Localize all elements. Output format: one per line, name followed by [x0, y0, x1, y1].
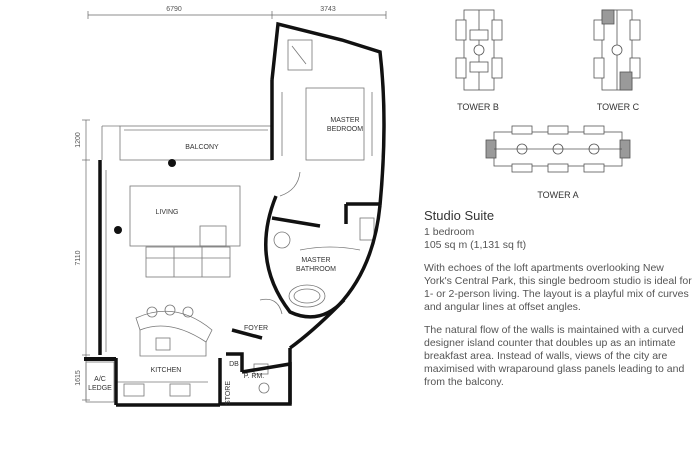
dimension-lines — [82, 11, 386, 400]
tower-a-label: TOWER A — [537, 190, 579, 200]
room-living: LIVING — [155, 209, 179, 216]
room-ac-ledge-2: LEDGE — [88, 385, 112, 392]
interior-lines — [102, 40, 374, 396]
room-ac-ledge-1: A/C — [94, 376, 106, 383]
room-foyer: FOYER — [243, 325, 269, 332]
room-master-bathroom-1: MASTER — [301, 257, 331, 264]
walls — [100, 24, 384, 405]
unit-description — [424, 208, 694, 389]
room-balcony: BALCONY — [185, 144, 219, 151]
room-master-bathroom-2: BATHROOM — [296, 266, 336, 273]
tower-c-label: TOWER C — [596, 102, 640, 112]
room-kitchen: KITCHEN — [150, 367, 182, 374]
dim-top-right: 3743 — [320, 6, 336, 13]
tower-b-label: TOWER B — [457, 102, 499, 112]
unit-size: 105 sq m (1,131 sq ft) — [424, 239, 527, 251]
room-master-bedroom-1: MASTER — [330, 117, 360, 124]
room-store: STORE — [225, 381, 232, 405]
unit-paragraph-2: The natural flow of the walls is maintained with a curved designer island counter that doubles up as an intimate breakfast area. Instead of walls, views of the city are maximised with wraparound glass panels leading to and from the balcony. — [424, 324, 685, 388]
tower-a-plan — [486, 126, 630, 172]
unit-paragraph-1: With echoes of the loft apartments overlooking New York's Central Park, this single bedroom studio is ideal for 1- or 2-person living. The layout is a playful mix of curves and angular lines at offset angles. — [424, 262, 692, 313]
dim-side-main: 7110 — [75, 250, 82, 266]
dim-side-balcony: 1200 — [75, 132, 82, 148]
unit-title: Studio Suite — [424, 208, 495, 223]
tower-c-plan — [594, 10, 640, 90]
room-p-rm: P. RM. — [243, 373, 265, 380]
key-plans — [420, 0, 700, 210]
unit-bedrooms: 1 bedroom — [424, 226, 475, 238]
dim-top-left: 6790 — [166, 6, 182, 13]
dim-side-bottom: 1615 — [75, 370, 82, 386]
room-db: DB — [229, 361, 239, 368]
tower-b-plan — [456, 10, 502, 90]
room-master-bedroom-2: BEDROOM — [326, 126, 364, 133]
